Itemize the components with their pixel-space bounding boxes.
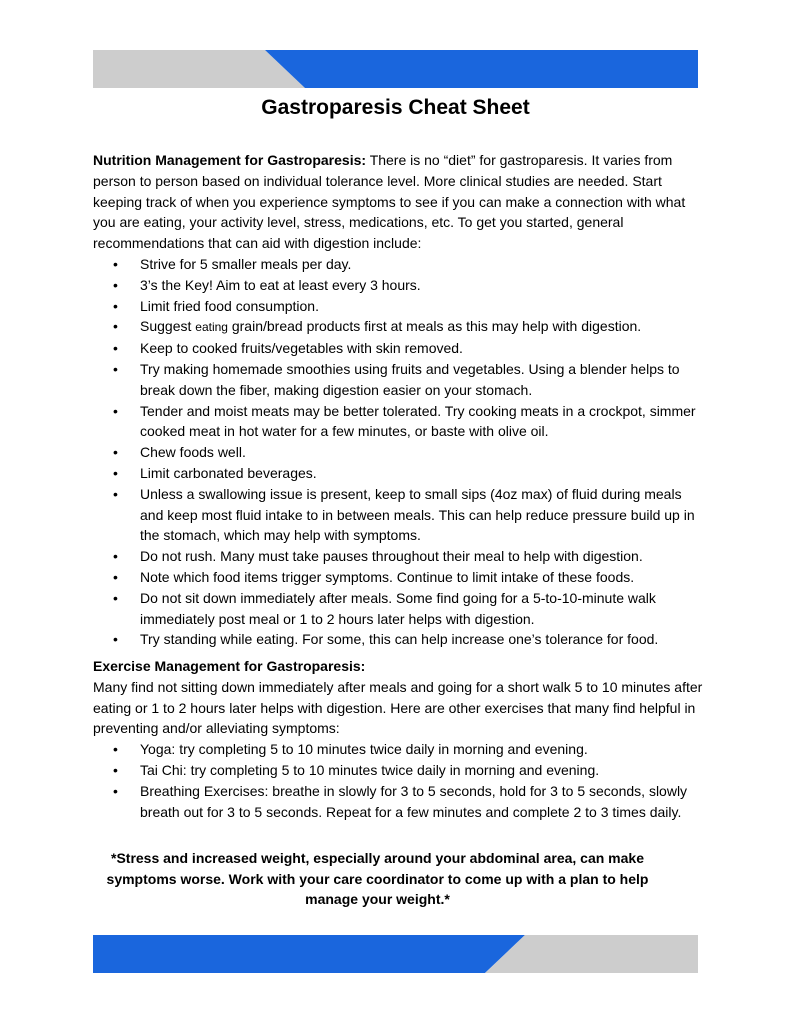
nutrition-list [93, 254, 708, 650]
bullet-icon: • [113, 631, 118, 648]
bullet-icon: • [113, 568, 118, 585]
list-item [93, 401, 708, 443]
bullet-icon: • [113, 276, 118, 293]
footer-note: *Stress and increased weight, especially around your abdominal area, can make symptoms worse. Work with your care coordinator to come up with a plan to help manage your weight.* [106, 850, 649, 907]
list-item [93, 567, 708, 588]
list-item [93, 275, 708, 296]
list-item [93, 254, 708, 275]
list-item-text: Unless a swallowing issue is present, keep to small sips (4oz max) of fluid during meals and keep most fluid intake to in between meals. This can help reduce pressure build up in the stomach, which may help with symptoms. [140, 485, 695, 544]
list-item-text: grain/bread products first at meals as this may help with digestion. [227, 318, 642, 335]
list-item [93, 760, 708, 781]
exercise-intro-text: Many find not sitting down immediately after meals and going for a short walk 5 to 10 minutes after eating or 1 to 2 hours later helps with digestion. Here are other exercises that many find helpful in preventing and/or alleviating symptoms: [93, 678, 703, 737]
bullet-icon: • [113, 444, 118, 461]
list-item [93, 546, 708, 567]
list-item-text: Chew foods well. [140, 444, 246, 461]
list-item [93, 442, 708, 463]
list-item-text: Try making homemade smoothies using fruits and vegetables. Using a blender helps to break down the fiber, making digestion easier on your stomach. [140, 360, 680, 398]
bullet-icon: • [113, 782, 118, 799]
list-item-text: Keep to cooked fruits/vegetables with skin removed. [140, 340, 463, 357]
exercise-heading: Exercise Management for Gastroparesis: [93, 658, 366, 674]
nutrition-intro-paragraph [93, 150, 708, 254]
nutrition-heading: Nutrition Management for Gastroparesis: [93, 152, 367, 168]
list-item [93, 588, 708, 630]
list-item-text: 3’s the Key! Aim to eat at least every 3 hours. [140, 276, 421, 293]
list-item [93, 316, 708, 338]
bullet-icon: • [113, 318, 118, 335]
list-item [93, 484, 708, 546]
bullet-icon: • [113, 402, 118, 419]
header-banner [93, 50, 698, 88]
list-item-text: Try standing while eating. For some, this can help increase one’s tolerance for food. [140, 631, 659, 648]
list-item-text: Do not rush. Many must take pauses throughout their meal to help with digestion. [140, 548, 643, 565]
list-item [93, 359, 708, 401]
list-item [93, 338, 708, 359]
footer-banner-blue-band [93, 935, 525, 973]
list-item-text: Tai Chi: try completing 5 to 10 minutes twice daily in morning and evening. [140, 761, 600, 778]
bullet-icon: • [113, 761, 118, 778]
bullet-icon: • [113, 589, 118, 606]
nutrition-section [93, 150, 708, 650]
footer-banner [93, 935, 698, 973]
header-banner-blue-band [265, 50, 698, 88]
list-item [93, 739, 708, 760]
list-item-small-word: eating [195, 320, 228, 335]
bullet-icon: • [113, 340, 118, 357]
bullet-icon: • [113, 255, 118, 272]
bullet-icon: • [113, 548, 118, 565]
list-item-text: Strive for 5 smaller meals per day. [140, 255, 352, 272]
exercise-section [93, 656, 708, 822]
bullet-icon: • [113, 360, 118, 377]
list-item [93, 781, 708, 823]
list-item-text: Note which food items trigger symptoms. Continue to limit intake of these foods. [140, 568, 635, 585]
list-item-text: Limit fried food consumption. [140, 297, 319, 314]
list-item-text: Breathing Exercises: breathe in slowly for 3 to 5 seconds, hold for 3 to 5 seconds, slowly breath out for 3 to 5 seconds. Repeat for a few minutes and complete 2 to 3 times daily. [140, 782, 688, 820]
list-item [93, 463, 708, 484]
list-item [93, 296, 708, 317]
bullet-icon: • [113, 297, 118, 314]
list-item-text: Limit carbonated beverages. [140, 464, 317, 481]
bullet-icon: • [113, 464, 118, 481]
page-title: Gastroparesis Cheat Sheet [261, 96, 530, 119]
exercise-list [93, 739, 708, 822]
bullet-icon: • [113, 485, 118, 502]
list-item [93, 629, 708, 650]
list-item-prefix: Suggest [140, 318, 196, 335]
list-item-text: Do not sit down immediately after meals. Some find going for a 5-to-10-minute walk immediately post meal or 1 to 2 hours later helps with digestion. [140, 589, 656, 627]
list-item-text: Tender and moist meats may be better tolerated. Try cooking meats in a crockpot, simmer cooked meat in hot water for a few minutes, or baste with olive oil. [140, 402, 696, 440]
nutrition-intro-text: There is no “diet” for gastroparesis. It varies from person to person based on individual tolerance level. More clinical studies are needed. Start keeping track of when you experience symptoms to see if you can make a connection with what you are eating, your activity level, stress, medications, etc. To get you started, general recommendations that can aid with digestion include: [93, 152, 686, 252]
bullet-icon: • [113, 741, 118, 758]
list-item-text: Yoga: try completing 5 to 10 minutes twice daily in morning and evening. [140, 741, 588, 758]
